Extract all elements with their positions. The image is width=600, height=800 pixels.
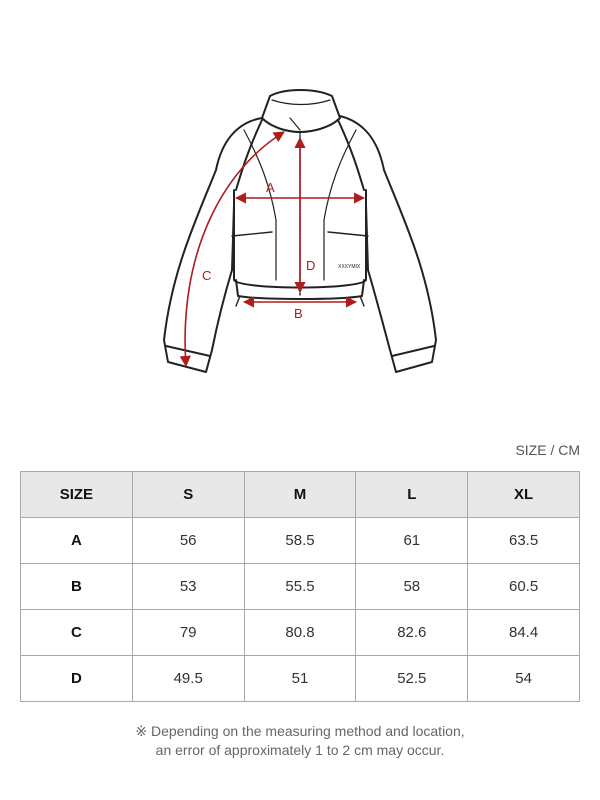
row-label: B — [21, 564, 133, 610]
table-row — [21, 564, 580, 610]
table-row — [21, 610, 580, 656]
measurement-note — [0, 722, 600, 760]
cell: 79 — [132, 610, 244, 656]
right-sleeve — [340, 116, 436, 372]
cell: 53 — [132, 564, 244, 610]
cell: 52.5 — [356, 656, 468, 702]
cell: 51 — [244, 656, 356, 702]
label-a: A — [266, 180, 275, 195]
row-label: D — [21, 656, 133, 702]
table-row — [21, 656, 580, 702]
cell: 56 — [132, 518, 244, 564]
right-pocket — [328, 232, 368, 236]
header-m: M — [244, 472, 356, 518]
cell: 61 — [356, 518, 468, 564]
right-cuff — [392, 346, 434, 356]
note-line-2: an error of approximately 1 to 2 cm may occur. — [155, 742, 445, 758]
cell: 49.5 — [132, 656, 244, 702]
header-s: S — [132, 472, 244, 518]
cell: 60.5 — [468, 564, 580, 610]
label-d: D — [306, 258, 316, 273]
unit-label: SIZE / CM — [515, 442, 580, 458]
cell: 82.6 — [356, 610, 468, 656]
cell: 84.4 — [468, 610, 580, 656]
table-row — [21, 518, 580, 564]
table-header-row — [21, 472, 580, 518]
cell: 80.8 — [244, 610, 356, 656]
cell: 54 — [468, 656, 580, 702]
row-label: A — [21, 518, 133, 564]
size-table — [20, 471, 580, 702]
header-l: L — [356, 472, 468, 518]
label-b: B — [294, 306, 303, 321]
brand-tag: XXXYMIX — [338, 264, 361, 270]
left-pocket — [232, 232, 272, 236]
collar — [262, 90, 340, 132]
label-c: C — [202, 268, 212, 283]
left-cuff — [166, 346, 210, 356]
cell: 58.5 — [244, 518, 356, 564]
cell: 63.5 — [468, 518, 580, 564]
note-line-1: ※ Depending on the measuring method and location, — [135, 723, 465, 739]
cell: 55.5 — [244, 564, 356, 610]
cell: 58 — [356, 564, 468, 610]
row-label: C — [21, 610, 133, 656]
header-xl: XL — [468, 472, 580, 518]
header-size: SIZE — [21, 472, 133, 518]
